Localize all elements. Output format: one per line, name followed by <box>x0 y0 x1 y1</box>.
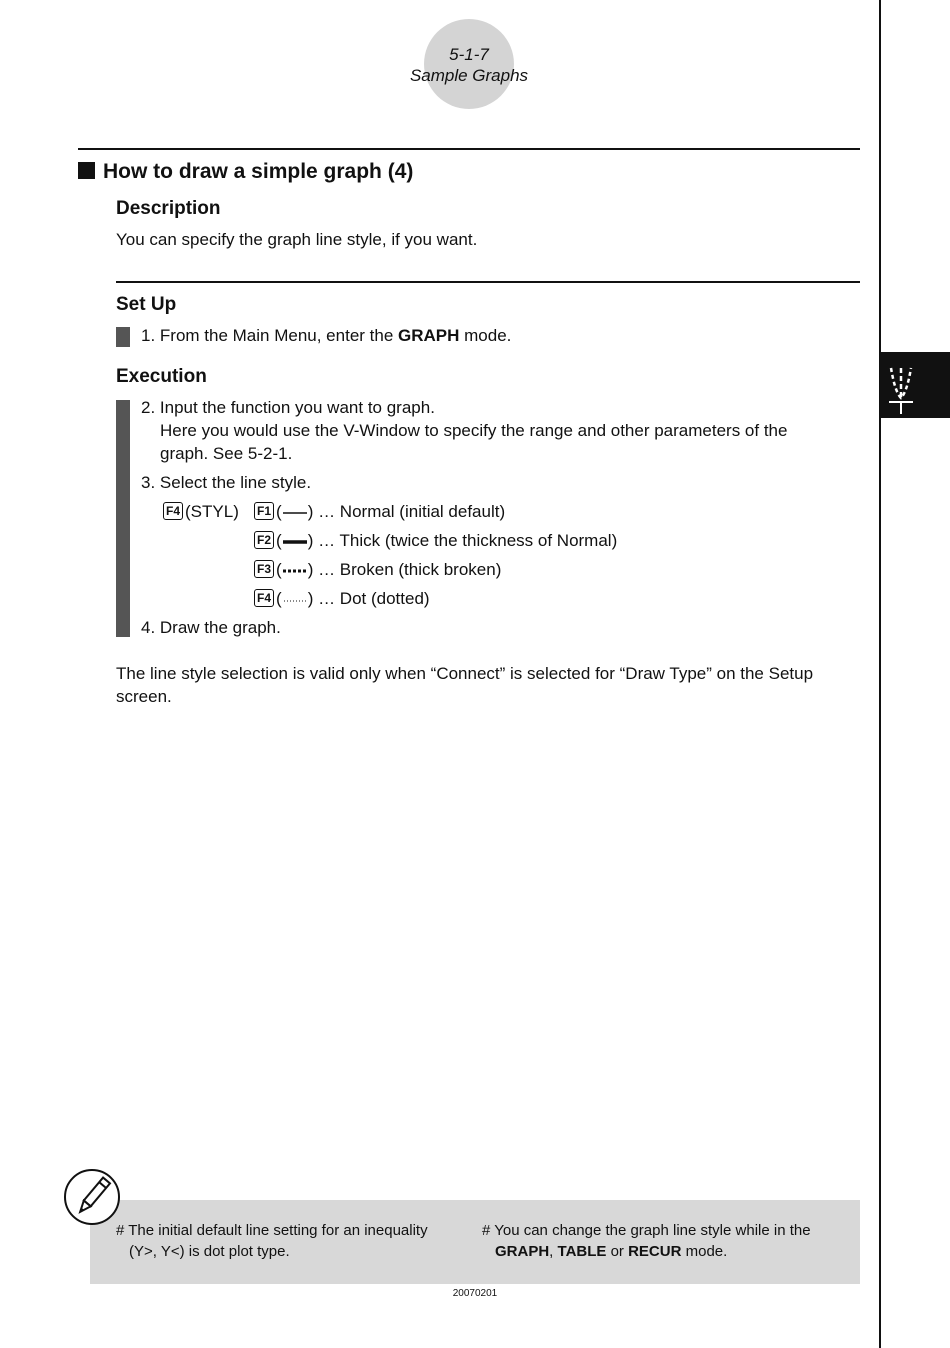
pencil-icon <box>63 1168 121 1226</box>
execution-heading: Execution <box>116 366 207 387</box>
section-number: 5-1-7 <box>449 45 489 64</box>
step-4: 4. Draw the graph. <box>141 618 281 637</box>
option-row-dot: F4 ( ) … Dot (dotted) <box>254 587 430 610</box>
thick-line-icon <box>282 537 308 547</box>
description-heading: Description <box>116 198 221 219</box>
f2-key: F2 <box>254 531 274 549</box>
f4-key: F4 <box>163 502 183 520</box>
step-3: 3. Select the line style. <box>141 473 312 492</box>
setup-step-1: 1. From the Main Menu, enter the GRAPH mode. <box>141 326 512 345</box>
option-row-thick: F2 ( ) … Thick (twice the thickness of Normal) <box>254 529 617 552</box>
note-left: # The initial default line setting for an inequality (Y>, Y<) is dot plot type. <box>116 1222 428 1260</box>
square-bullet-icon <box>78 162 95 179</box>
margin-rule <box>879 0 881 1348</box>
f3-key: F3 <box>254 560 274 578</box>
description-rule <box>116 281 860 283</box>
step-2-line-3: graph. See 5-2-1. <box>160 444 293 463</box>
f4-key: F4 <box>254 589 274 607</box>
f1-key: F1 <box>254 502 274 520</box>
chapter-tab <box>881 352 950 418</box>
description-text: You can specify the graph line style, if you want. <box>116 230 478 249</box>
top-rule <box>78 148 860 150</box>
remark-line-2: screen. <box>116 687 172 706</box>
remark-line-1: The line style selection is valid only when “Connect” is selected for “Draw Type” on the Setup <box>116 664 814 683</box>
broken-line-icon <box>282 566 308 576</box>
dot-line-icon <box>282 595 308 605</box>
page-title: How to draw a simple graph (4) <box>78 160 413 184</box>
step-2-line-1: 2. Input the function you want to graph. <box>141 398 435 417</box>
graph-mode-icon <box>881 352 950 418</box>
note-right: # You can change the graph line style while in the GRAPH, TABLE or RECUR mode. <box>482 1222 811 1260</box>
option-row-normal: F1 ( ) … Normal (initial default) <box>254 500 505 523</box>
execution-step-bar <box>116 400 130 637</box>
footer-code: 20070201 <box>452 1288 498 1299</box>
step-2-line-2: Here you would use the V-Window to specify the range and other parameters of the <box>160 421 788 440</box>
setup-heading: Set Up <box>116 294 177 315</box>
setup-step-bar <box>116 327 130 347</box>
normal-line-icon <box>282 508 308 518</box>
option-row-broken: F3 ( ) … Broken (thick broken) <box>254 558 501 581</box>
styl-key-row: F4 (STYL) <box>163 500 239 523</box>
section-title-header: Sample Graphs <box>409 66 529 85</box>
